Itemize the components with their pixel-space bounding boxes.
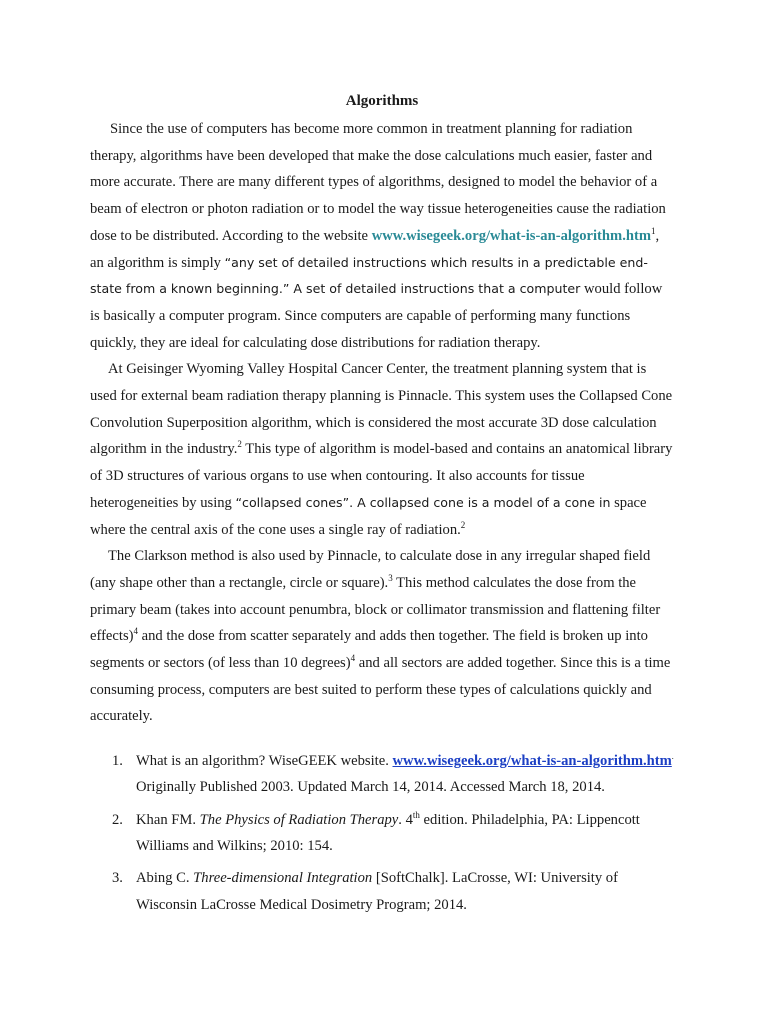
citation-superscript: 2 xyxy=(460,519,466,530)
citation-superscript: 4 xyxy=(133,626,138,637)
paragraph-pinnacle xyxy=(90,356,674,543)
paragraph-text: The Clarkson method is also used by Pinnacle, to calculate dose in any irregular shaped field (any shape other than a rectangle, circle or square). xyxy=(90,548,651,591)
reference-text: Khan FM. xyxy=(136,811,200,828)
paragraph-text: would follow is basically a computer program. Since computers are capable of performing many functions quickly, they are ideal for calculating dose distributions for radiation therapy. xyxy=(90,281,663,351)
reference-text: Abing C. xyxy=(136,870,194,887)
paragraph-text: Since the use of computers has become more common in treatment planning for radiation therapy, algorithms have been developed that make the dose calculations much easier, faster and more accurate. There are many different types of algorithms, designed to model the behavior of a beam of electron or photon radiation or to model the way tissue heterogeneities cause the radiation dose to be distributed. According to the website xyxy=(90,121,666,244)
reference-book-title: Three-dimensional Integration xyxy=(193,870,373,887)
paragraph-text: and the dose from scatter separately and adds then together. The field is broken up into segments or sectors (of less than 10 degrees) xyxy=(90,628,648,672)
edition-superscript: th xyxy=(412,809,420,820)
quoted-term: “collapsed cones”. A collapsed cone is a model of a cone in xyxy=(235,494,611,510)
reference-text: Originally Published 2003. Updated March 14, 2014. Accessed March 18, 2014. xyxy=(136,779,605,796)
paragraph-clarkson xyxy=(90,543,674,730)
citation-superscript: 1 xyxy=(650,225,656,236)
paragraph-text: This type of algorithm is model-based and contains an anatomical library of 3D structures of various organs to use when contouring. It also accounts for tissue heterogeneities by using xyxy=(90,441,673,511)
paragraph-text: , an algorithm is simply xyxy=(90,227,660,271)
reference-text: What is an algorithm? WiseGEEK website. xyxy=(136,753,393,770)
reference-number: 3. xyxy=(112,870,123,887)
reference-item xyxy=(90,807,674,860)
paragraph-text: At Geisinger Wyoming Valley Hospital Cancer Center, the treatment planning system that is used for external beam radiation therapy planning is Pinnacle. This system uses the Collapsed Cone Convolution Superposition algorithm, which is considered the most accurate 3D dose calculation algorithm in the industry. xyxy=(90,361,673,458)
reference-book-title: The Physics of Radiation Therapy xyxy=(199,811,399,828)
reference-item xyxy=(90,748,674,801)
wisegeek-link[interactable]: www.wisegeek.org/what-is-an-algorithm.htm xyxy=(371,227,651,244)
page-title: Algorithms xyxy=(345,93,419,109)
citation-superscript: 2 xyxy=(237,439,242,450)
references-list xyxy=(90,748,674,918)
reference-number: 1. xyxy=(112,753,123,770)
paragraph-algorithms-intro xyxy=(90,116,674,356)
paragraph-text: This method calculates the dose from the primary beam (takes into account penumbra, block or collimator transmission and flattening filter effects) xyxy=(90,574,661,645)
reference-dot: . xyxy=(671,752,674,762)
reference-text: [SoftChalk]. LaCrosse, WI: University of Wisconsin LaCrosse Medical Dosimetry Program; 2014. xyxy=(136,870,618,913)
quoted-definition: “any set of detailed instructions which results in a predictable end-state from a known beginning.” A set of detailed instructions that a computer xyxy=(90,254,648,297)
citation-superscript: 4 xyxy=(350,653,356,664)
reference-item xyxy=(90,865,674,918)
reference-text: edition. Philadelphia, PA: Lippencott Williams and Wilkins; 2010: 154. xyxy=(136,811,640,855)
reference-text: . 4 xyxy=(398,811,413,828)
paragraph-text: space where the central axis of the cone uses a single ray of radiation. xyxy=(90,494,647,538)
paragraph-text: and all sectors are added together. Since this is a time consuming process, computers are best suited to perform these types of calculations quickly and accurately. xyxy=(90,655,671,725)
citation-superscript: 3 xyxy=(388,573,393,584)
reference-number: 2. xyxy=(112,811,123,828)
reference-link[interactable]: www.wisegeek.org/what-is-an-algorithm.htm xyxy=(392,753,672,770)
